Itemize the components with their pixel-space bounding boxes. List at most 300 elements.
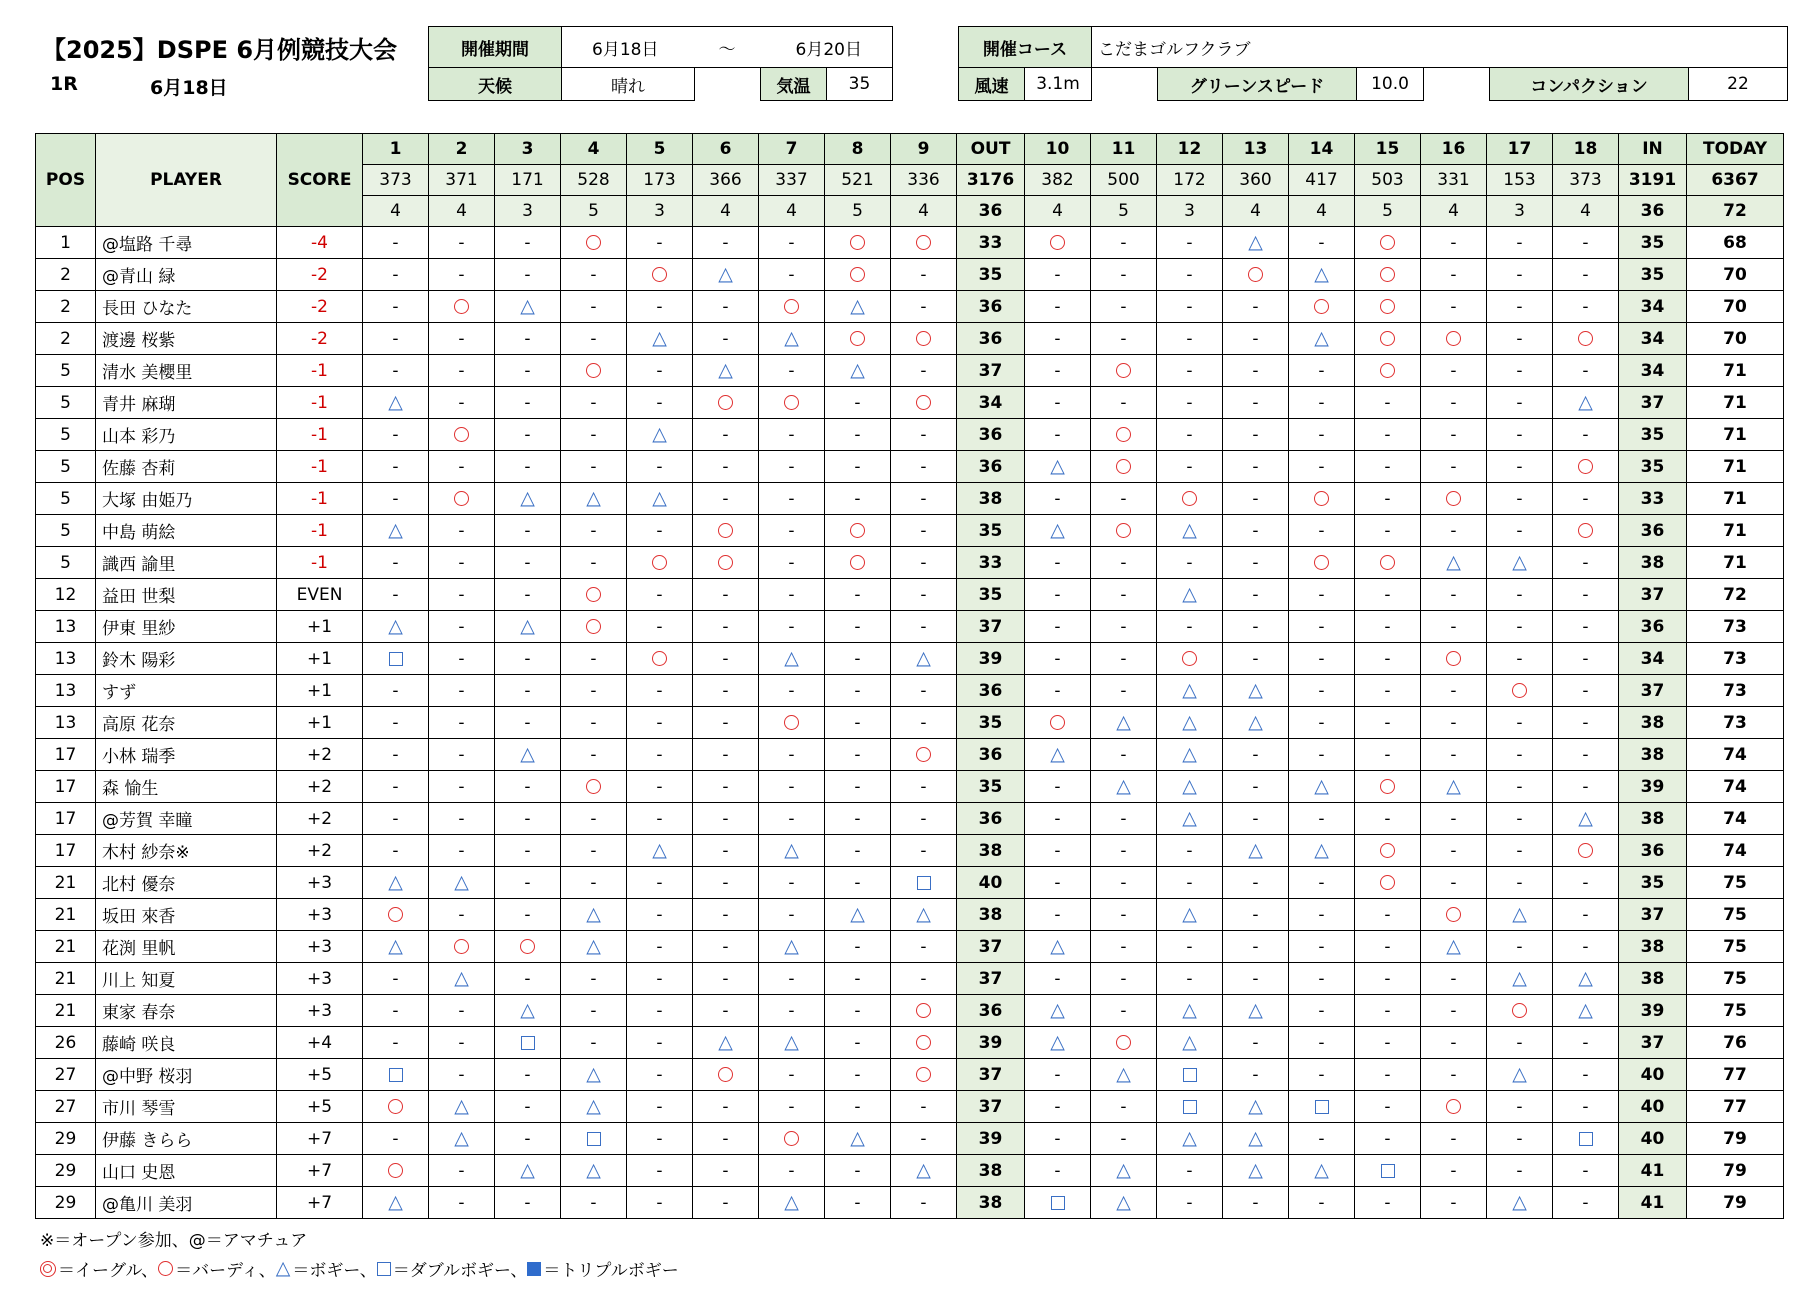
hole-cell [1289, 867, 1355, 899]
bogey-mark: △ [1182, 775, 1197, 797]
par-mark: - [458, 328, 465, 349]
hole-cell [1421, 291, 1487, 323]
hole-cell [891, 867, 957, 899]
row-pos: 5 [36, 547, 96, 579]
hole-cell [1355, 707, 1421, 739]
par-mark: - [1252, 456, 1259, 477]
hole-cell [1223, 483, 1289, 515]
hole-cell [1091, 227, 1157, 259]
par-cell: 5 [561, 196, 627, 227]
par-mark: - [1186, 872, 1193, 893]
birdie-mark [784, 1131, 799, 1146]
par-mark: - [1120, 840, 1127, 861]
score-header: SCORE [277, 134, 363, 227]
par-mark: - [788, 232, 795, 253]
hole-cell [1421, 643, 1487, 675]
par-mark: - [1318, 680, 1325, 701]
par-mark: - [722, 648, 729, 669]
hole-cell [693, 323, 759, 355]
hole-cell [1223, 899, 1289, 931]
row-pos: 17 [36, 835, 96, 867]
hole-cell [1025, 259, 1091, 291]
hole-cell [1355, 1123, 1421, 1155]
hole-cell [561, 931, 627, 963]
bogey-mark: △ [850, 295, 865, 317]
hole-cell [891, 355, 957, 387]
bogey-mark: △ [1446, 551, 1461, 573]
par-mark: - [458, 456, 465, 477]
hole-cell [627, 1187, 693, 1219]
hole-cell [759, 707, 825, 739]
row-today: 73 [1687, 675, 1784, 707]
hole-cell [1487, 707, 1553, 739]
hole-cell [1223, 579, 1289, 611]
hole-cell [1355, 547, 1421, 579]
table-row [36, 867, 1784, 899]
hole-cell [495, 323, 561, 355]
hole-cell [1157, 579, 1223, 611]
hole-cell [627, 483, 693, 515]
hole-cell [1025, 579, 1091, 611]
hole-cell [1553, 867, 1619, 899]
par-mark: - [1054, 424, 1061, 445]
hole-cell [891, 995, 957, 1027]
par-mark: - [854, 840, 861, 861]
hole-cell [363, 1123, 429, 1155]
row-in: 41 [1619, 1155, 1687, 1187]
row-out: 36 [957, 675, 1025, 707]
hole-cell [495, 1123, 561, 1155]
par-mark: - [458, 648, 465, 669]
row-player: @中野 桜羽 [96, 1059, 277, 1091]
hole-cell [1025, 995, 1091, 1027]
hole-cell [1157, 675, 1223, 707]
hole-cell [759, 515, 825, 547]
yardage-cell: 382 [1025, 165, 1091, 196]
hole-cell [1223, 995, 1289, 1027]
hole-cell [1157, 291, 1223, 323]
hole-cell [1025, 899, 1091, 931]
birdie-mark [652, 267, 667, 282]
par-mark: - [1582, 680, 1589, 701]
birdie-mark [1182, 491, 1197, 506]
hole-cell [1091, 1155, 1157, 1187]
hole-cell [627, 899, 693, 931]
par-mark: - [1384, 904, 1391, 925]
weather-value: 晴れ [561, 67, 695, 101]
bogey-mark: △ [1116, 775, 1131, 797]
hole-cell [429, 291, 495, 323]
hole-cell [561, 643, 627, 675]
row-player: 北村 優奈 [96, 867, 277, 899]
par-mark: - [722, 456, 729, 477]
hole-cell [1553, 899, 1619, 931]
par-mark: - [920, 1096, 927, 1117]
hole-cell [1289, 547, 1355, 579]
row-in: 34 [1619, 643, 1687, 675]
par-mark: - [590, 648, 597, 669]
par-mark: - [1318, 1192, 1325, 1213]
hole-cell [561, 899, 627, 931]
row-score: +3 [277, 963, 363, 995]
hole-cell [1421, 771, 1487, 803]
bogey-mark: △ [718, 359, 733, 381]
hole-cell [363, 451, 429, 483]
hole-cell [1223, 1091, 1289, 1123]
hole-cell [561, 515, 627, 547]
par-total: 72 [1687, 196, 1784, 227]
hole-cell [561, 323, 627, 355]
par-mark: - [1516, 424, 1523, 445]
hole-number-row [36, 134, 1784, 165]
bogey-mark: △ [586, 1095, 601, 1117]
par-mark: - [590, 456, 597, 477]
double-bogey-mark [377, 1262, 391, 1276]
birdie-mark [1578, 459, 1593, 474]
par-mark: - [1450, 1128, 1457, 1149]
weather-label: 天候 [428, 67, 562, 101]
row-player: 坂田 來香 [96, 899, 277, 931]
row-player: 小林 瑞季 [96, 739, 277, 771]
hole-cell [1025, 483, 1091, 515]
hole-cell [825, 771, 891, 803]
par-mark: - [1516, 232, 1523, 253]
hole-cell [891, 547, 957, 579]
par-mark: - [1450, 520, 1457, 541]
hole-cell [1157, 931, 1223, 963]
table-row [36, 579, 1784, 611]
hole-cell [1289, 771, 1355, 803]
par-mark: - [1252, 1032, 1259, 1053]
hole-cell [693, 1155, 759, 1187]
par-mark: - [1186, 360, 1193, 381]
yardage-cell: 521 [825, 165, 891, 196]
hole-cell [1091, 259, 1157, 291]
row-pos: 21 [36, 963, 96, 995]
hole-cell [693, 931, 759, 963]
hole-cell [1355, 1187, 1421, 1219]
hole-cell [693, 963, 759, 995]
hole-cell [1289, 643, 1355, 675]
row-player: 木村 紗奈※ [96, 835, 277, 867]
par-mark: - [392, 584, 399, 605]
hole-cell [1355, 835, 1421, 867]
hole-cell [759, 643, 825, 675]
par-mark: - [524, 520, 531, 541]
yardage-cell: 528 [561, 165, 627, 196]
pos-header: POS [36, 134, 96, 227]
hole-cell [825, 803, 891, 835]
hole-cell [1157, 1059, 1223, 1091]
par-mark: - [524, 680, 531, 701]
bogey-mark: △ [1182, 583, 1197, 605]
par-mark: - [1582, 1032, 1589, 1053]
row-out: 37 [957, 355, 1025, 387]
hole-cell [1487, 291, 1553, 323]
hole-cell [627, 419, 693, 451]
par-mark: - [524, 840, 531, 861]
hole-cell [561, 771, 627, 803]
hole-cell [1487, 739, 1553, 771]
par-mark: - [524, 264, 531, 285]
hole-cell [825, 739, 891, 771]
par-mark: - [458, 360, 465, 381]
row-out: 35 [957, 579, 1025, 611]
hole-cell [1157, 451, 1223, 483]
open-amateur-note: ※＝オープン参加、@＝アマチュア [40, 1231, 308, 1251]
par-mark: - [1516, 360, 1523, 381]
row-player: 市川 琴雪 [96, 1091, 277, 1123]
table-row [36, 803, 1784, 835]
hole-cell [891, 387, 957, 419]
hole-cell [1025, 739, 1091, 771]
bogey-mark: △ [1248, 1127, 1263, 1149]
par-mark: - [1186, 392, 1193, 413]
bogey-mark: △ [850, 903, 865, 925]
bogey-mark: △ [652, 423, 667, 445]
hole-cell [1355, 803, 1421, 835]
hole-cell [1157, 1091, 1223, 1123]
row-pos: 13 [36, 707, 96, 739]
compaction-label: コンパクション [1489, 67, 1689, 101]
par-mark: - [788, 584, 795, 605]
hole-cell [693, 611, 759, 643]
par-mark: - [1120, 936, 1127, 957]
hole-cell [495, 259, 561, 291]
par-mark: - [1252, 1192, 1259, 1213]
hole-cell [1553, 419, 1619, 451]
period-start: 6月18日 [592, 39, 659, 60]
par-mark: - [854, 1064, 861, 1085]
hole-cell [1157, 515, 1223, 547]
bogey-mark: △ [388, 871, 403, 893]
hole-cell [1355, 259, 1421, 291]
birdie-mark [784, 299, 799, 314]
bogey-mark: △ [586, 487, 601, 509]
hole-cell [1223, 355, 1289, 387]
hole-cell [495, 931, 561, 963]
par-mark: - [722, 680, 729, 701]
row-score: +5 [277, 1059, 363, 1091]
hole-cell [495, 355, 561, 387]
par-cell: 4 [693, 196, 759, 227]
hole-cell [495, 227, 561, 259]
hole-cell [759, 1027, 825, 1059]
par-mark: - [1252, 648, 1259, 669]
birdie-mark [1116, 427, 1131, 442]
par-mark: - [788, 488, 795, 509]
bogey-mark: △ [586, 935, 601, 957]
row-pos: 12 [36, 579, 96, 611]
par-mark: - [1054, 1128, 1061, 1149]
par-cell: 4 [429, 196, 495, 227]
row-in: 38 [1619, 803, 1687, 835]
par-mark: - [590, 296, 597, 317]
hole-cell [1289, 1155, 1355, 1187]
table-row [36, 515, 1784, 547]
par-mark: - [1384, 488, 1391, 509]
hole-cell [627, 803, 693, 835]
par-mark: - [392, 360, 399, 381]
par-mark: - [1318, 360, 1325, 381]
par-mark: - [1120, 552, 1127, 573]
par-mark: - [1582, 1064, 1589, 1085]
hole-cell [759, 1091, 825, 1123]
par-mark: - [1054, 808, 1061, 829]
hole-cell [1421, 387, 1487, 419]
hole-cell [1157, 259, 1223, 291]
par-mark: - [920, 456, 927, 477]
birdie-mark [850, 235, 865, 250]
par-mark: - [1582, 776, 1589, 797]
par-mark: - [656, 1000, 663, 1021]
hole-cell [1355, 867, 1421, 899]
par-mark: - [1054, 1160, 1061, 1181]
hole-cell [1487, 675, 1553, 707]
row-player: @塩路 千尋 [96, 227, 277, 259]
row-score: -1 [277, 483, 363, 515]
hole-cell [1487, 1091, 1553, 1123]
yardage-cell: 337 [759, 165, 825, 196]
par-mark: - [1186, 616, 1193, 637]
par-mark: - [656, 712, 663, 733]
hole-cell [627, 1123, 693, 1155]
hole-cell [1487, 931, 1553, 963]
row-score: -1 [277, 515, 363, 547]
yardage-cell: 366 [693, 165, 759, 196]
par-mark: - [1450, 968, 1457, 989]
par-mark: - [392, 1128, 399, 1149]
hole-cell [627, 387, 693, 419]
par-mark: - [1252, 776, 1259, 797]
par-mark: - [1120, 488, 1127, 509]
hole-cell [891, 835, 957, 867]
par-mark: - [1318, 712, 1325, 733]
bogey-mark: △ [520, 295, 535, 317]
row-today: 73 [1687, 611, 1784, 643]
par-mark: - [1516, 744, 1523, 765]
hole-header: 10 [1025, 134, 1091, 165]
par-mark: - [1252, 360, 1259, 381]
bogey-mark: △ [1248, 1159, 1263, 1181]
row-score: EVEN [277, 579, 363, 611]
par-mark: - [1582, 872, 1589, 893]
triple-bogey-mark [527, 1262, 541, 1276]
par-mark: - [788, 808, 795, 829]
row-out: 38 [957, 835, 1025, 867]
hole-cell [561, 547, 627, 579]
par-mark: - [1582, 936, 1589, 957]
hole-cell [891, 579, 957, 611]
table-row [36, 899, 1784, 931]
par-mark: - [524, 456, 531, 477]
par-mark: - [1120, 328, 1127, 349]
row-today: 73 [1687, 643, 1784, 675]
row-today: 79 [1687, 1187, 1784, 1219]
birdie-mark [916, 1003, 931, 1018]
par-mark: - [920, 936, 927, 957]
hole-cell [1553, 1059, 1619, 1091]
par-mark: - [1450, 1032, 1457, 1053]
hole-cell [363, 323, 429, 355]
par-mark: - [392, 712, 399, 733]
par-mark: - [1516, 712, 1523, 733]
hole-cell [1289, 579, 1355, 611]
row-score: +5 [277, 1091, 363, 1123]
row-out: 38 [957, 1155, 1025, 1187]
row-in: 34 [1619, 355, 1687, 387]
hole-cell [495, 419, 561, 451]
row-in: 40 [1619, 1091, 1687, 1123]
par-mark: - [524, 1096, 531, 1117]
par-cell: 3 [1487, 196, 1553, 227]
bogey-mark: △ [454, 1127, 469, 1149]
par-mark: - [788, 680, 795, 701]
bogey-mark: △ [1512, 551, 1527, 573]
par-cell: 5 [825, 196, 891, 227]
hole-cell [1157, 1155, 1223, 1187]
bogey-mark: △ [454, 967, 469, 989]
bogey-mark: △ [784, 935, 799, 957]
par-mark: - [1318, 1032, 1325, 1053]
hole-cell [1157, 739, 1223, 771]
hole-cell [1487, 451, 1553, 483]
par-mark: - [392, 968, 399, 989]
row-today: 71 [1687, 515, 1784, 547]
par-mark: - [590, 712, 597, 733]
par-mark: - [854, 424, 861, 445]
hole-cell [363, 547, 429, 579]
birdie-mark [1380, 331, 1395, 346]
hole-cell [891, 323, 957, 355]
hole-cell [1289, 803, 1355, 835]
table-row [36, 995, 1784, 1027]
par-mark: - [1318, 968, 1325, 989]
par-mark: - [1582, 712, 1589, 733]
hole-cell [759, 995, 825, 1027]
hole-cell [1223, 323, 1289, 355]
row-player: @青山 緑 [96, 259, 277, 291]
hole-cell [1091, 867, 1157, 899]
bogey-mark: △ [1182, 743, 1197, 765]
row-pos: 5 [36, 483, 96, 515]
par-cell: 4 [759, 196, 825, 227]
hole-cell [1553, 963, 1619, 995]
yardage-total: 6367 [1687, 165, 1784, 196]
bogey-mark: △ [784, 1191, 799, 1213]
bogey-mark: △ [1182, 1127, 1197, 1149]
birdie-mark [1050, 235, 1065, 250]
hole-cell [693, 291, 759, 323]
hole-cell [627, 1027, 693, 1059]
par-mark: - [1450, 232, 1457, 253]
birdie-mark [1116, 523, 1131, 538]
bogey-mark: △ [1050, 1031, 1065, 1053]
par-mark: - [854, 872, 861, 893]
birdie-mark [1446, 1099, 1461, 1114]
hole-cell [1289, 1027, 1355, 1059]
double-bogey-mark [1051, 1196, 1065, 1210]
par-mark: - [1582, 584, 1589, 605]
bogey-mark: △ [1314, 263, 1329, 285]
par-mark: - [854, 1192, 861, 1213]
table-row [36, 675, 1784, 707]
hole-cell [363, 995, 429, 1027]
hole-cell [1223, 739, 1289, 771]
table-row [36, 643, 1784, 675]
hole-cell [825, 419, 891, 451]
bogey-mark: △ [1050, 743, 1065, 765]
